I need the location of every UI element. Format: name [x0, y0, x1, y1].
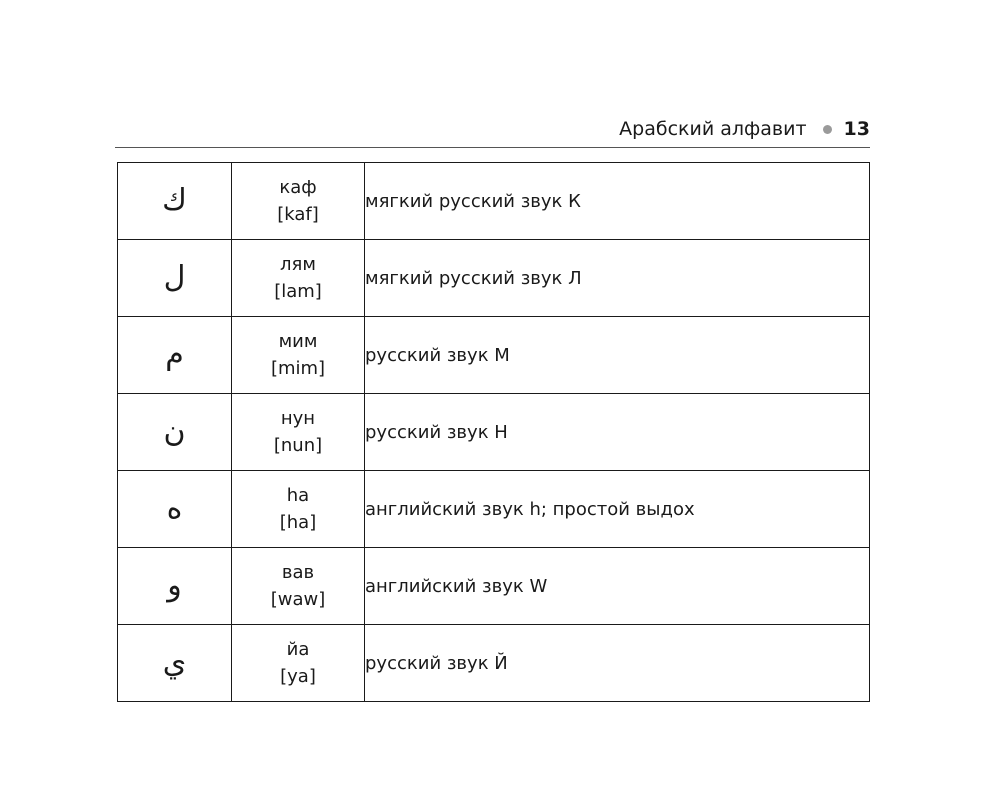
letter-transliteration: [ya] [280, 666, 316, 687]
letter-name: ha [286, 485, 310, 506]
sound-description: мягкий русский звук К [365, 163, 870, 240]
letter-name: каф [279, 177, 317, 198]
letter-transliteration: [kaf] [277, 204, 319, 225]
letter-name-cell [232, 548, 365, 625]
letter-name-cell [232, 240, 365, 317]
letter-name: лям [280, 254, 316, 275]
table-row [118, 394, 870, 471]
letter-transliteration: [ha] [279, 512, 317, 533]
alphabet-table [117, 162, 870, 702]
letter-name-cell [232, 394, 365, 471]
sound-description: английский звук h; простой выдох [365, 471, 870, 548]
letter-name: вав [281, 562, 315, 583]
arabic-letter: ي [118, 625, 232, 702]
table-row [118, 317, 870, 394]
header-title: Арабский алфавит [619, 118, 807, 140]
arabic-letter: م [118, 317, 232, 394]
letter-transliteration: [mim] [270, 358, 326, 379]
sound-description: русский звук Й [365, 625, 870, 702]
arabic-letter: ك [118, 163, 232, 240]
letter-name: нун [280, 408, 316, 429]
sound-description: мягкий русский звук Л [365, 240, 870, 317]
arabic-letter: ن [118, 394, 232, 471]
sound-description: русский звук Н [365, 394, 870, 471]
letter-name-cell [232, 163, 365, 240]
letter-transliteration: [lam] [274, 281, 322, 302]
sound-description: английский звук W [365, 548, 870, 625]
running-header [115, 112, 870, 146]
table-row [118, 163, 870, 240]
arabic-letter: ه [118, 471, 232, 548]
page-number: 13 [843, 118, 870, 140]
letter-transliteration: [waw] [270, 589, 326, 610]
letter-name-cell [232, 625, 365, 702]
table-row [118, 548, 870, 625]
table-row [118, 240, 870, 317]
letter-name-cell [232, 317, 365, 394]
header-rule [115, 147, 870, 148]
letter-name: йа [286, 639, 310, 660]
bullet-dot-icon [823, 125, 832, 134]
letter-name: мим [278, 331, 318, 352]
table-row [118, 625, 870, 702]
letter-name-cell [232, 471, 365, 548]
letter-transliteration: [nun] [273, 435, 323, 456]
arabic-letter: ل [118, 240, 232, 317]
sound-description: русский звук М [365, 317, 870, 394]
arabic-letter: و [118, 548, 232, 625]
table-row [118, 471, 870, 548]
